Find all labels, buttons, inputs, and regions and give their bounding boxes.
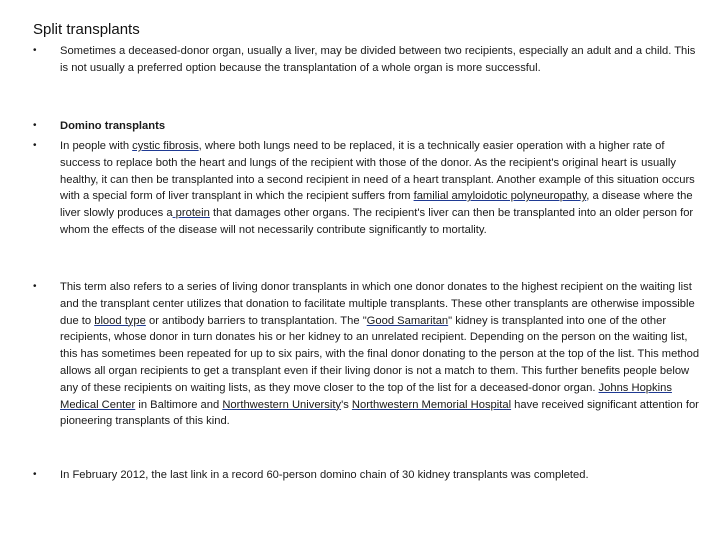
link-cystic-fibrosis[interactable]: cystic fibrosis [132,140,199,152]
domino-text-1: In people with [60,140,133,152]
bullet-marker: • [33,120,37,131]
link-protein[interactable]: protein [172,207,210,220]
bullet-split-text: Sometimes a deceased-donor organ, usually a liver, may be divided between two recipients, especially an adult and a child. This is not usually a preferred option because the transplantation of a whole organ is more successful. [60,45,696,74]
chain-text-2: or antibody barriers to transplantation. The " [145,314,367,327]
bullet-marker: • [33,281,37,292]
bullet-marker: • [33,45,37,56]
chain-text-4: in Baltimore and [135,398,223,411]
link-johns-hopkins-medical-center[interactable]: Johns Hopkins Medical Center [60,381,672,411]
domino-heading: Domino transplants [60,120,166,132]
record-text: In February 2012, the last link in a record 60-person domino chain of 30 kidney transplants was completed. [60,469,589,481]
chain-text-1: This term also refers to a series of living donor transplants in which one donor donates to the highest recipient on the waiting list and the transplant center utilizes that donation to facilitate multiple transplants. These other transplants are otherwise impossible due to [60,281,695,327]
link-northwestern-university[interactable]: Northwestern University [222,398,342,411]
bullet-marker: • [33,469,37,480]
chain-text-3: " kidney is transplanted into one of the other recipients, whose donor in turn donates his or her kidney to an unrelated recipient. Depending on the person on the waiting list, this has sometimes been repeated for up to six pairs, with the final donor donating to the person at the top of the list. This method allows all organ recipients to get a transplant even if their living donor is not a match to them. This further benefits people below any of these recipients on waiting lists, as they move closer to the top of the list for a deceased-donor organ. [60,314,700,394]
domino-text-3: , a disease where the liver slowly produces a [60,190,693,220]
chain-text-6: have received significant attention for pioneering transplants of this kind. [60,398,699,428]
domino-paragraph [60,138,700,239]
slide-title: Split transplants [33,21,140,38]
chain-paragraph [60,279,700,430]
link-northwestern-memorial-hospital[interactable]: Northwestern Memorial Hospital [351,398,512,411]
bullet-marker: • [33,140,37,151]
domino-text-2: , where both lungs need to be replaced, it is a technically easier operation with a higher rate of success to replace both the heart and lungs of the recipient with those of the donor. As the recipient's original heart is usually healthy, it can then be transplanted into a second recipient in need of a heart transplant. Another example of this situation occurs with a special form of liver transplant in which the recipient suffers from [60,140,695,203]
link-familial-amyloidotic-polyneuropathy[interactable]: familial amyloidotic polyneuropathy [413,190,587,203]
chain-text-5: 's [341,398,352,411]
link-blood-type[interactable]: blood type [94,314,146,327]
domino-text-4: that damages other organs. The recipient's liver can then be transplanted into an older person for whom the effects of the disease will not necessarily contribute significantly to mortality. [60,207,694,236]
link-good-samaritan[interactable]: Good Samaritan [366,314,449,327]
